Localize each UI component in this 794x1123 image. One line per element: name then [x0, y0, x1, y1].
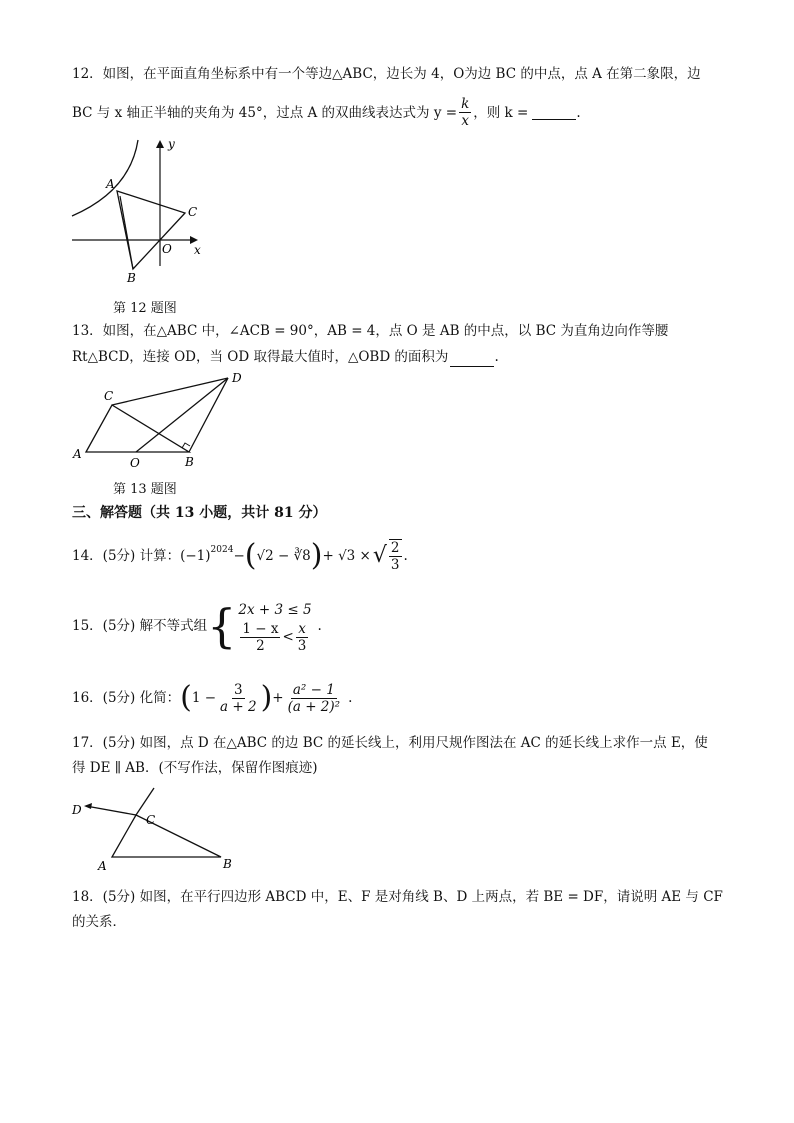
q13-line2	[72, 347, 499, 367]
q12-line2-text: BC 与 x 轴正半轴的夹角为 45°，过点 A 的双曲线表达式为 y =	[72, 104, 458, 121]
q17-extension-ac	[136, 788, 154, 815]
q14-end: .	[403, 548, 408, 564]
q12-label-y: y	[168, 137, 175, 151]
q15-frac-right-num: x	[298, 620, 306, 637]
q16-end: .	[348, 690, 353, 706]
q16-one-minus: 1 −	[191, 690, 217, 706]
q14-minus: −	[233, 548, 245, 564]
q12-label-x: x	[194, 243, 201, 257]
q17-label-c: C	[146, 813, 156, 827]
q14-plus: + √3 ×	[322, 548, 371, 564]
q16-frac2	[286, 682, 342, 715]
q13-line2-text: Rt△BCD，连接 OD，当 OD 取得最大值时，△OBD 的面积为	[72, 349, 449, 365]
q17-line1: 17．(5分) 如图，点 D 在△ABC 的边 BC 的延长线上，利用尺规作图法在 AC 的延长线上求作一点 E，使	[72, 735, 708, 751]
q14-base: (−1)	[180, 548, 211, 564]
q12-label-c: C	[188, 205, 198, 219]
q16-frac1	[218, 682, 259, 715]
q12-line1: 12．如图，在平面直角坐标系中有一个等边△ABC，边长为 4，O为边 BC 的中点，点 A 在第二象限，边	[72, 66, 701, 82]
q13-line2-end: .	[494, 349, 499, 365]
q15-lt: <	[282, 629, 294, 645]
q12-fraction	[459, 96, 471, 129]
q16-prefix: 16．(5分) 化简：	[72, 690, 181, 706]
q15-frac-right	[296, 621, 309, 654]
q12-label-a: A	[106, 177, 115, 191]
q14-frac-num: 2	[390, 540, 400, 556]
q12-y-arrow-icon	[156, 140, 164, 148]
q16-right-paren: )	[260, 680, 273, 715]
q14-prefix: 14．(5分) 计算：	[72, 548, 181, 564]
q14-exponent: 2024	[210, 545, 234, 555]
q14-frac-den: 3	[390, 557, 400, 573]
q17-label-a: A	[98, 859, 107, 872]
q13-label-d: D	[232, 371, 242, 385]
q13-line1: 13．如图，在△ABC 中，∠ACB = 90°，AB = 4，点 O 是 AB 的中点，以 BC 为直角边向作等腰	[72, 323, 669, 339]
q13-caption: 第 13 题图	[113, 482, 177, 497]
section-3-heading: 三、解答题（共 13 小题，共计 81 分）	[72, 505, 327, 521]
q15-frac-left-num: 1 − x	[242, 620, 279, 637]
q12-label-o: O	[162, 242, 172, 256]
q14-fraction	[389, 539, 402, 573]
q16-plus: +	[272, 690, 284, 706]
q15-line	[72, 594, 322, 658]
q15-prefix: 15．(5分) 解不等式组	[72, 618, 208, 634]
q13-label-b: B	[185, 455, 194, 469]
q15-frac-left-den: 2	[256, 637, 265, 654]
q16-frac1-den: a + 2	[220, 698, 257, 715]
q15-frac-right-den: 3	[297, 637, 307, 654]
q12-frac-den: x	[461, 113, 469, 129]
q17-figure	[68, 786, 248, 872]
q13-label-o: O	[130, 456, 140, 470]
q12-line2	[72, 96, 581, 129]
q12-triangle	[117, 191, 185, 269]
q13-right-angle-mark	[182, 443, 190, 448]
q15-ineq2	[238, 621, 311, 654]
q18-line1: 18．(5分) 如图，在平行四边形 ABCD 中，E、F 是对角线 B、D 上两点，若 BE = DF，请说明 AE 与 CF	[72, 889, 723, 905]
q14-inner: √2 − ∛8	[256, 548, 311, 564]
q15-end: .	[317, 618, 322, 634]
q17-line2: 得 DE ∥ AB．(不写作法，保留作图痕迹)	[72, 760, 318, 776]
q13-figure	[68, 368, 258, 474]
q14-left-paren: (	[244, 538, 257, 573]
q13-segment-bd	[189, 378, 228, 452]
q15-frac-left	[240, 621, 280, 654]
q16-frac2-den: (a + 2)²	[287, 698, 341, 715]
q17-arrow-icon	[84, 803, 92, 809]
q13-label-a: A	[73, 447, 82, 461]
q12-line2-k: ，则 k =	[473, 104, 529, 121]
q14-sqrt-icon: √	[372, 543, 387, 568]
q17-label-d: D	[72, 803, 82, 817]
q16-frac1-num: 3	[233, 681, 243, 698]
q17-extension-bd	[86, 806, 136, 815]
q12-line2-end: .	[576, 104, 581, 121]
q18-line2: 的关系．	[72, 914, 126, 930]
q12-frac-num: k	[461, 96, 470, 112]
q12-label-b: B	[127, 271, 136, 285]
q13-answer-blank[interactable]	[450, 352, 494, 367]
q12-figure	[68, 136, 208, 286]
q16-frac2-num: a² − 1	[292, 681, 335, 698]
q15-brace-icon: {	[207, 599, 237, 653]
q13-label-c: C	[104, 389, 114, 403]
q12-caption: 第 12 题图	[113, 301, 177, 316]
q12-answer-blank[interactable]	[532, 105, 576, 120]
q15-system	[238, 599, 311, 654]
q16-line	[72, 676, 352, 720]
q15-ineq1: 2x + 3 ≤ 5	[238, 601, 312, 618]
q16-left-paren: (	[180, 680, 192, 715]
q17-triangle	[112, 815, 221, 857]
q14-line	[72, 536, 408, 576]
q17-label-b: B	[223, 857, 232, 871]
q12-hyperbola	[72, 140, 138, 216]
q13-triangle-abc	[86, 405, 189, 452]
q14-right-paren: )	[310, 538, 323, 573]
